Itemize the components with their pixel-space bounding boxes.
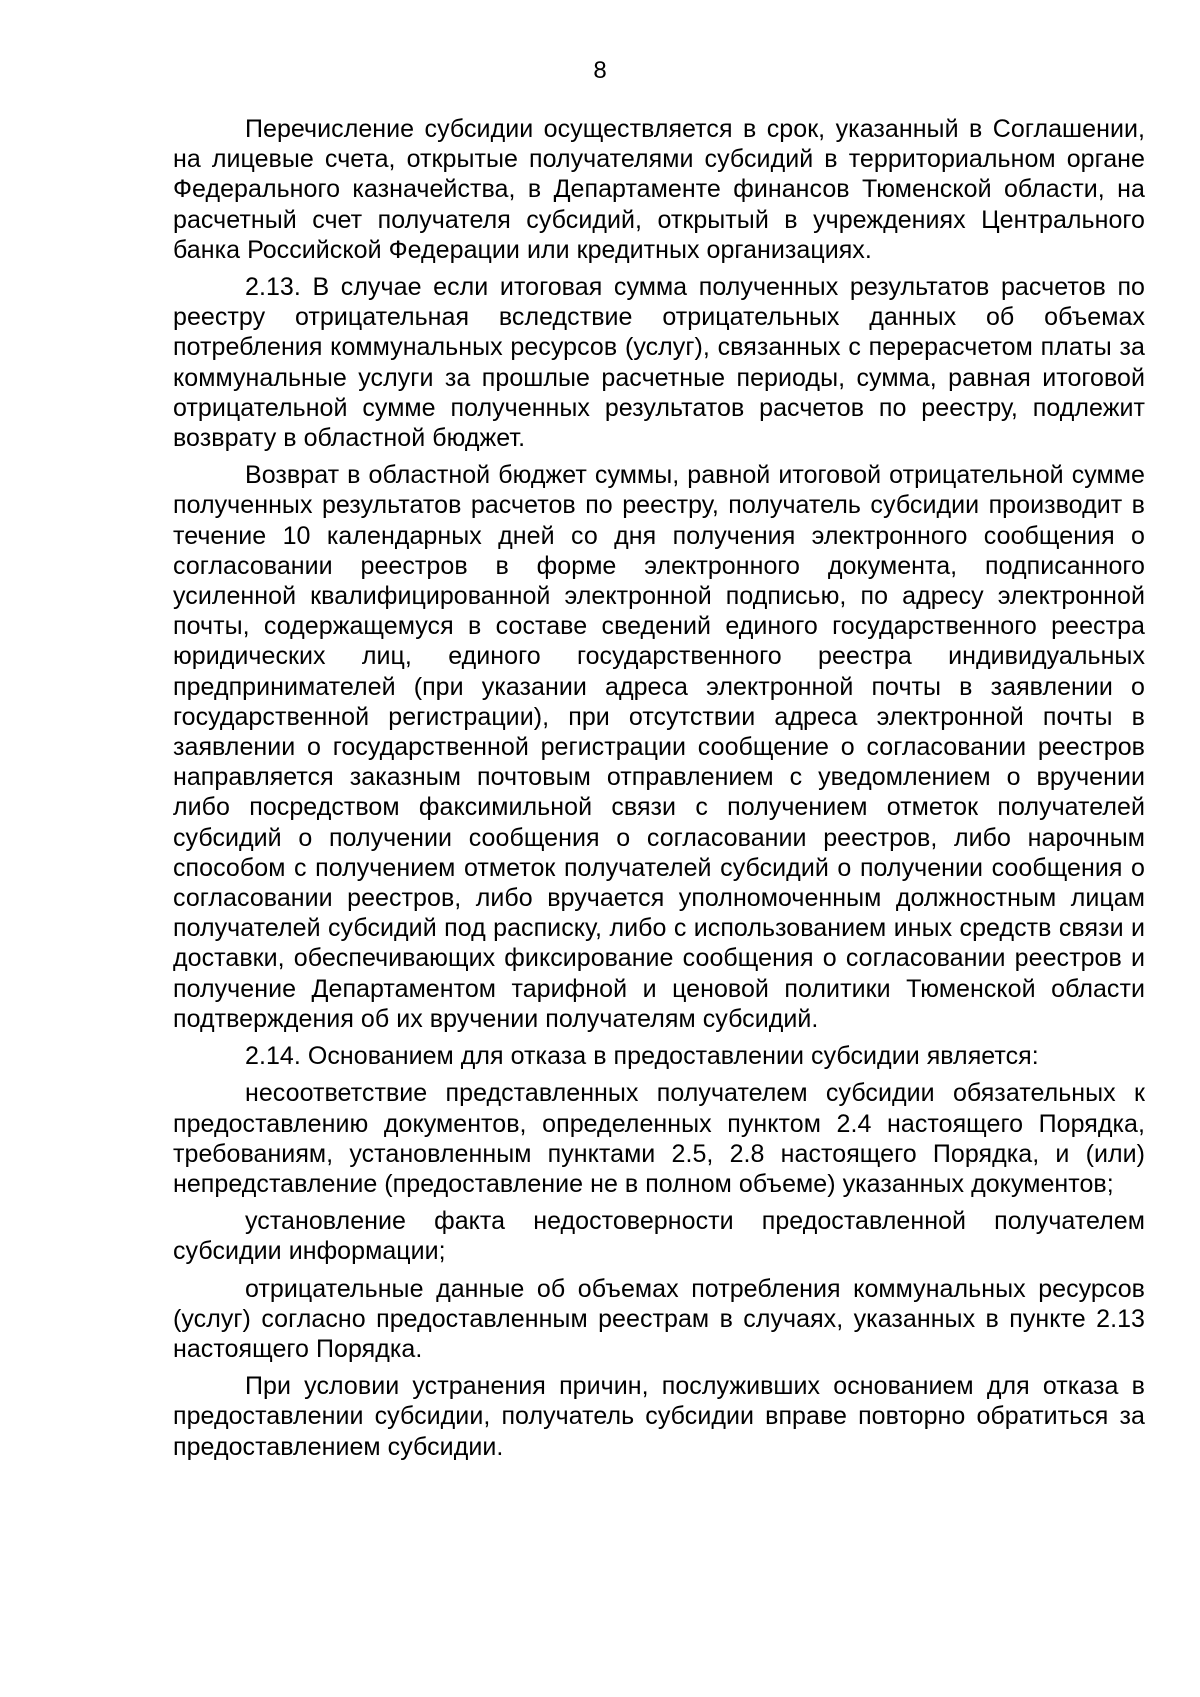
page-number: 8	[593, 57, 607, 84]
paragraph-refusal-reason-2: установление факта недостоверности предоставленной получателем субсидии информации;	[173, 1207, 1145, 1266]
paragraph-2-13: 2.13. В случае если итоговая сумма полученных результатов расчетов по реестру отрицательная вследствие отрицательных данных об объемах потребления коммунальных ресурсов (услуг), связанных с перерасчетом платы за коммунальные услуги за прошлые расчетные периоды, сумма, равная итоговой отрицательной сумме полученных результатов расчетов по реестру, подлежит возврату в областной бюджет.	[173, 273, 1145, 453]
paragraph-reapply: При условии устранения причин, послуживших основанием для отказа в предоставлении субсидии, получатель субсидии вправе повторно обратиться за предоставлением субсидии.	[173, 1372, 1145, 1461]
paragraph-2-14: 2.14. Основанием для отказа в предоставлении субсидии является:	[245, 1042, 1039, 1071]
paragraph-refusal-reason-3: отрицательные данные об объемах потребления коммунальных ресурсов (услуг) согласно предоставленным реестрам в случаях, указанных в пункте 2.13 настоящего Порядка.	[173, 1274, 1145, 1363]
paragraph-refund: Возврат в областной бюджет суммы, равной итоговой отрицательной сумме полученных результатов расчетов по реестру, получатель субсидии производит в течение 10 календарных дней со дня получения электронного сообщения о согласовании реестров в форме электронного документа, подписанного усиленной квалифицированной электронной подписью, по адресу электронной почты, содержащемуся в составе сведений единого государственного реестра юридических лиц, единого государственного реестра индивидуальных предпринимателей (при указании адреса электронной почты в заявлении о государственной регистрации), при отсутствии адреса электронной почты в заявлении о государственной регистрации сообщение о согласовании реестров направляется заказным почтовым отправлением с уведомлением о вручении либо посредством факсимильной связи с получением отметок получателей субсидий о получении сообщения о согласовании реестров, либо нарочным способом с получением отметок получателей субсидий о получении сообщения о согласовании реестров, либо вручается уполномоченным должностным лицам получателей субсидий под расписку, либо с использованием иных средств связи и доставки, обеспечивающих фиксирование сообщения о согласовании реестров и получение Департаментом тарифной и ценовой политики Тюменской области подтверждения об их вручении получателям субсидий.	[173, 461, 1145, 1033]
paragraph-refusal-reason-1: несоответствие представленных получателем субсидии обязательных к предоставлению документов, определенных пунктом 2.4 настоящего Порядка, требованиям, установленным пунктами 2.5, 2.8 настоящего Порядка, и (или) непредставление (предоставление не в полном объеме) указанных документов;	[173, 1079, 1145, 1198]
document-body	[173, 114, 1145, 1469]
paragraph-subsidy-transfer: Перечисление субсидии осуществляется в срок, указанный в Соглашении, на лицевые счета, открытые получателями субсидий в территориальном органе Федерального казначейства, в Департаменте финансов Тюменской области, на расчетный счет получателя субсидий, открытый в учреждениях Центрального банка Российской Федерации или кредитных организациях.	[173, 115, 1145, 264]
